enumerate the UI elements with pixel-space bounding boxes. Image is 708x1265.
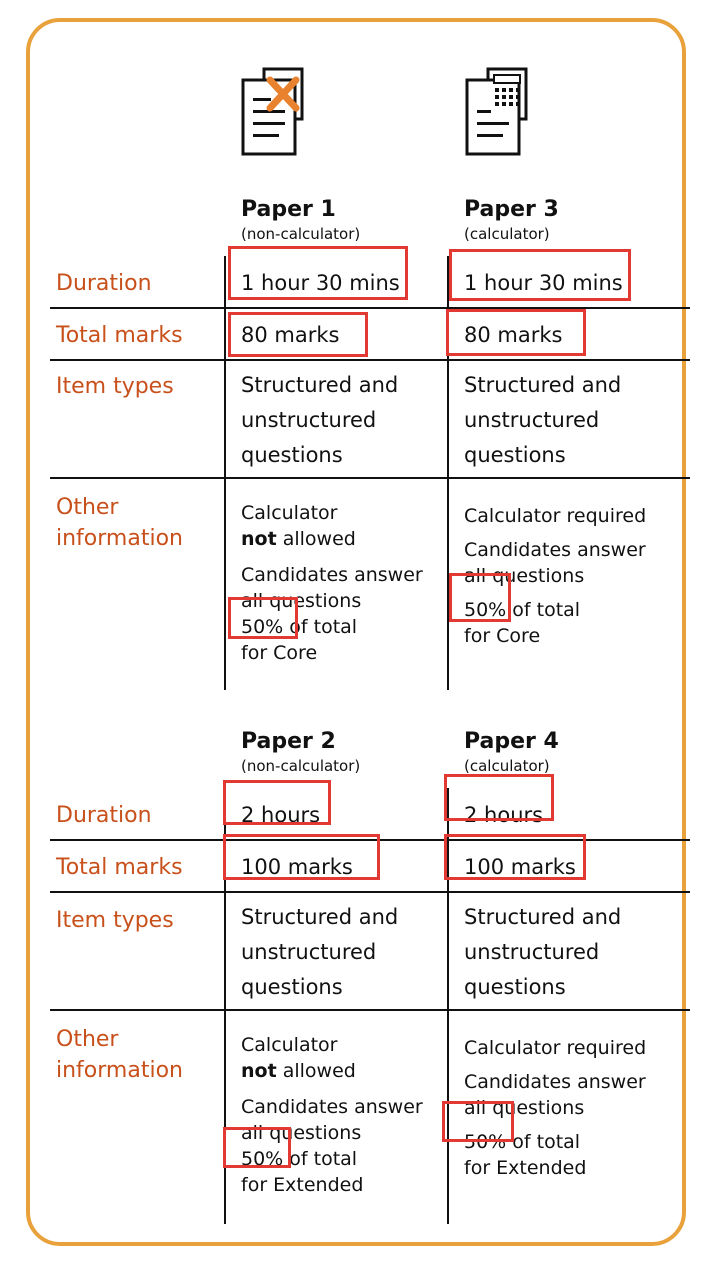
highlight-box [444,774,554,821]
paper4-title: Paper 4 [464,729,559,754]
highlight-box [228,597,298,639]
highlight-box [449,249,631,301]
highlight-box [444,834,586,880]
row-divider [50,307,690,309]
highlight-box [442,1101,514,1142]
paper4-other-info: Calculator required Candidates answer all questions 50% of total for Extended [464,1037,647,1179]
highlight-box [446,309,586,356]
highlight-box [228,246,408,300]
no-calculator-icon [240,66,306,158]
highlight-box [228,312,368,357]
paper1-duration: 1 hour 30 mins [241,271,400,295]
other-info-label: Other information [56,1027,183,1083]
paper2-other-info: Calculator not allowed Candidates answer all questions 50% of total for Extended [241,1034,423,1196]
paper4-item-types: Structured and unstructured questions [464,905,622,999]
highlight-box [449,573,511,622]
row-divider [50,477,690,479]
paper1-marks: 80 marks [241,323,340,347]
paper1-title: Paper 1 [241,197,336,222]
row-divider [50,1009,690,1011]
item-types-label: Item types [56,908,174,933]
paper2-item-types: Structured and unstructured questions [241,905,399,999]
highlight-box [223,834,380,880]
highlight-box [223,1127,291,1168]
calculator-icon [464,66,530,158]
paper4-subtitle: (calculator) [464,757,550,775]
paper3-marks: 80 marks [464,323,563,347]
duration-label: Duration [56,803,152,828]
other-info-label: Other information [56,495,183,551]
paper3-item-types: Structured and unstructured questions [464,373,622,467]
paper4-marks: 100 marks [464,855,576,879]
paper1-subtitle: (non-calculator) [241,225,361,243]
paper3-other-info: Calculator required Candidates answer all questions 50% of total for Core [464,505,647,647]
paper3-title: Paper 3 [464,197,559,222]
total-marks-label: Total marks [56,855,183,880]
paper4-duration: 2 hours [464,803,544,827]
item-types-label: Item types [56,374,174,399]
paper2-marks: 100 marks [241,855,353,879]
paper3-duration: 1 hour 30 mins [464,271,623,295]
paper2-title: Paper 2 [241,729,336,754]
paper2-subtitle: (non-calculator) [241,757,361,775]
paper2-duration: 2 hours [241,803,321,827]
row-divider [50,891,690,893]
paper1-other-info: Calculator not allowed Candidates answer all questions 50% of total for Core [241,502,423,664]
paper3-subtitle: (calculator) [464,225,550,243]
paper1-item-types: Structured and unstructured questions [241,373,399,467]
highlight-box [223,780,331,825]
divider [224,256,226,690]
total-marks-label: Total marks [56,323,183,348]
duration-label: Duration [56,271,152,296]
row-divider [50,359,690,361]
